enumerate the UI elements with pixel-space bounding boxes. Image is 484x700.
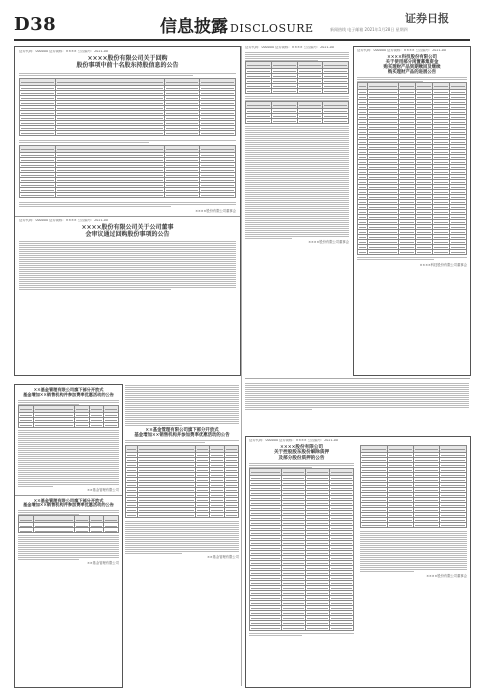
- article-title: ××基金管理有限公司旗下部分开放式 基金增加××销售机构并参加费率优惠活动的公告: [134, 428, 230, 439]
- article-signature: ××××股份有限公司董事会: [195, 208, 236, 213]
- body-text: [245, 158, 349, 161]
- fund-table: [18, 515, 119, 533]
- body-text: [19, 261, 236, 264]
- body-text: [125, 521, 239, 524]
- article-meta: 证券代码：000000 证券简称：×××× 公告编号：2021-00: [19, 218, 108, 222]
- body-text: [19, 73, 236, 76]
- body-text: [18, 438, 119, 441]
- body-text: [245, 186, 349, 189]
- body-text: [19, 273, 236, 276]
- body-text: [245, 391, 469, 394]
- body-text: [245, 182, 349, 185]
- body-text: [18, 434, 119, 437]
- body-text: [245, 134, 349, 137]
- body-text: [18, 446, 119, 449]
- article-title: ××基金管理有限公司旗下部分开放式 基金增加××销售机构并参加费率优惠活动的公告: [23, 387, 114, 397]
- body-text: [245, 214, 349, 217]
- body-text: [18, 430, 119, 433]
- body-text: [125, 385, 239, 388]
- body-text: [245, 407, 469, 410]
- body-text: [125, 417, 239, 420]
- body-text: [18, 551, 119, 554]
- article-title: ××基金管理有限公司旗下部分开放式 基金增加××销售机构并参加费率优惠活动的公告: [23, 497, 114, 508]
- body-text: [360, 551, 467, 554]
- body-text: [245, 56, 349, 59]
- article-a7: [125, 384, 239, 686]
- body-text: [245, 218, 349, 221]
- header-meta: 新闻热线 电子邮箱 2021年1月28日 星期四: [330, 27, 408, 32]
- body-text: [125, 549, 239, 552]
- continued-text: [245, 382, 469, 432]
- body-text: [19, 285, 236, 288]
- body-text: [245, 154, 349, 157]
- article-meta: 证券代码：000000 证券简称：×××× 公告编号：2021-00: [245, 46, 334, 49]
- body-text: [19, 277, 236, 280]
- body-text: [360, 531, 467, 534]
- body-text: [249, 463, 354, 466]
- body-text: [18, 400, 119, 403]
- body-text: [125, 413, 239, 416]
- body-text: [18, 482, 119, 485]
- body-text: [18, 543, 119, 546]
- body-text: [125, 537, 239, 540]
- body-text: [18, 454, 119, 457]
- article-title: ××××股份有限公司 关于控股股东股份解除质押 及部分股份质押的公告: [273, 444, 330, 461]
- article-a3: [245, 46, 349, 374]
- body-text: [245, 387, 469, 390]
- body-text: [125, 440, 239, 443]
- body-text: [245, 166, 349, 169]
- body-text: [19, 281, 236, 284]
- body-text: [18, 539, 119, 542]
- body-text: [245, 202, 349, 205]
- body-text: [18, 510, 119, 513]
- body-text: [125, 529, 239, 532]
- body-text: [360, 543, 467, 546]
- body-text: [245, 190, 349, 193]
- body-text: [245, 383, 469, 386]
- body-text: [18, 470, 119, 473]
- body-text: [125, 545, 239, 548]
- body-text: [357, 257, 467, 260]
- body-text: [245, 170, 349, 173]
- body-text: [19, 265, 236, 268]
- body-text: [245, 52, 349, 55]
- pledge-table: [249, 468, 354, 631]
- body-text: [18, 555, 119, 558]
- article-a1: [15, 47, 240, 216]
- body-text: [245, 96, 349, 99]
- wealth-product-table: [357, 82, 467, 255]
- article-title: ××××股份有限公司关于回购 股份事项中前十名股东持股信息的公告: [76, 54, 179, 69]
- article-signature: ××基金管理有限公司: [207, 555, 239, 560]
- body-text: [360, 539, 467, 542]
- body-text: [245, 222, 349, 225]
- notice-box-a8: [245, 436, 471, 688]
- article-title: ××××股份有限公司关于公司董事 会审议通过回购股份事项的公告: [81, 223, 174, 238]
- article-signature: ××××股份有限公司董事会: [426, 574, 467, 578]
- notice-box-a4: [353, 46, 471, 376]
- body-text: [357, 77, 467, 80]
- body-text: [19, 245, 236, 248]
- body-text: [125, 409, 239, 412]
- body-text: [19, 253, 236, 256]
- data-table-2: [245, 101, 349, 124]
- section-title-en: DISCLOSURE: [230, 22, 314, 35]
- body-text: [125, 421, 239, 424]
- body-text: [125, 401, 239, 404]
- body-text: [125, 397, 239, 400]
- body-text: [19, 241, 236, 244]
- body-text: [245, 150, 349, 153]
- article-a5: [15, 385, 122, 495]
- body-text: [19, 140, 236, 143]
- body-text: [245, 162, 349, 165]
- body-text: [245, 395, 469, 398]
- body-text: [360, 547, 467, 550]
- section-divider: [245, 378, 470, 379]
- body-text: [245, 146, 349, 149]
- body-text: [245, 226, 349, 229]
- pledge-detail-table: [360, 445, 467, 528]
- body-text: [125, 525, 239, 528]
- body-text: [18, 535, 119, 538]
- page-number: D38: [14, 14, 57, 35]
- fund-table: [18, 405, 119, 428]
- body-text: [245, 234, 349, 237]
- body-text: [19, 202, 236, 205]
- article-meta: 证券代码：000000 证券简称：×××× 公告编号：2021-00: [357, 49, 446, 52]
- body-text: [245, 126, 349, 129]
- body-text: [360, 563, 467, 566]
- column-divider: [241, 46, 242, 686]
- body-text: [245, 210, 349, 213]
- body-text: [19, 269, 236, 272]
- notice-box-a1-a2: [14, 46, 241, 376]
- body-text: [19, 249, 236, 252]
- masthead-logo: 证券日报: [405, 12, 449, 25]
- body-text: [245, 198, 349, 201]
- body-text: [18, 474, 119, 477]
- shareholder-table-2: [19, 145, 236, 198]
- body-text: [360, 567, 467, 570]
- body-text: [245, 130, 349, 133]
- article-meta: 证券代码：000000 证券简称：×××× 公告编号：2021-00: [249, 439, 338, 442]
- body-text: [245, 138, 349, 141]
- article-a4: [354, 47, 470, 269]
- body-text: [19, 257, 236, 260]
- body-text: [18, 462, 119, 465]
- body-text: [18, 458, 119, 461]
- body-text: [245, 403, 469, 406]
- section-title-cn: 信息披露: [160, 17, 228, 37]
- body-text: [125, 533, 239, 536]
- fund-list-table: [125, 445, 239, 518]
- data-table: [245, 61, 349, 94]
- article-signature: ××基金管理有限公司: [87, 561, 119, 566]
- article-signature: ××××股份有限公司董事会: [308, 239, 349, 244]
- body-text: [360, 535, 467, 538]
- body-text: [360, 555, 467, 558]
- body-text: [245, 206, 349, 209]
- article-a6: [15, 495, 122, 569]
- body-text: [360, 559, 467, 562]
- body-text: [18, 450, 119, 453]
- body-text: [18, 478, 119, 481]
- shareholder-table: [19, 78, 236, 136]
- article-signature: ××基金管理有限公司: [87, 487, 119, 492]
- section-title: [160, 12, 314, 37]
- body-text: [245, 174, 349, 177]
- body-text: [245, 178, 349, 181]
- body-text: [245, 194, 349, 197]
- body-text: [18, 466, 119, 469]
- article-meta: 证券代码：000000 证券简称：×××× 公告编号：2021-00: [19, 50, 108, 53]
- article-a2: [15, 216, 240, 292]
- body-text: [249, 633, 354, 636]
- header-rule: [14, 39, 470, 41]
- body-text: [125, 389, 239, 392]
- body-text: [125, 541, 239, 544]
- body-text: [18, 442, 119, 445]
- body-text: [245, 142, 349, 145]
- body-text: [125, 405, 239, 408]
- article-signature: ××××科技股份有限公司董事会: [419, 263, 467, 268]
- body-text: [245, 399, 469, 402]
- article-title: ××××科技股份有限公司 关于使用部分闲置募集资金 购买理财产品到期赎回及继续 购买理财产品的进展公告: [383, 54, 441, 76]
- body-text: [18, 547, 119, 550]
- page-header: [0, 0, 484, 46]
- body-text: [245, 230, 349, 233]
- notice-box-a5-a6: [14, 384, 123, 688]
- article-a8-continued: [357, 437, 470, 639]
- article-a8: [246, 437, 357, 639]
- body-text: [125, 393, 239, 396]
